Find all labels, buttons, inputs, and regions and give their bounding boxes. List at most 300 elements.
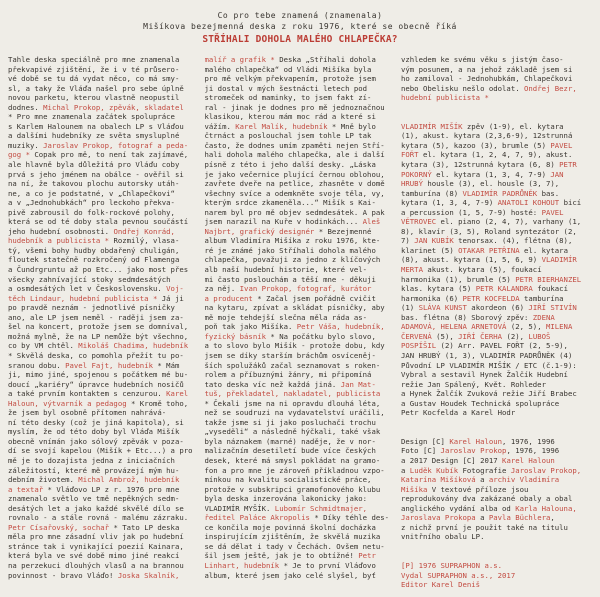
text-segment: ji, mimo jiné, spojenou s počátkem mé bu- <box>8 370 189 380</box>
credit-name: Petr Váša, hudebník, <box>296 322 385 332</box>
text-line <box>205 208 396 218</box>
text-line <box>8 179 199 189</box>
text-line <box>401 456 592 466</box>
credit-name: Luděk Kubík <box>409 465 459 475</box>
text-segment: fon a pro mne je zároveň příkladnou vzpo- <box>204 465 385 475</box>
text-line <box>8 427 199 437</box>
text-segment: (2), <box>502 331 529 341</box>
text-line <box>401 236 592 246</box>
text-line <box>401 408 592 418</box>
text-segment: šel na koncert, protože jsem se domníval, <box>8 322 189 332</box>
text-line <box>401 322 592 332</box>
text-segment: často, že dodnes umím zpaměti nejen Stří- <box>204 140 385 150</box>
text-segment: * Začal jsem pořádně cvičit <box>252 293 376 303</box>
text-segment: Foto [C] <box>401 446 441 456</box>
credit-name: Voj- <box>166 284 184 294</box>
text-segment: byla deska inzerována lakonicky jako: <box>204 494 368 504</box>
text-segment: (2, 5), <box>506 322 546 332</box>
text-segment: Deska „Stříhali dohola <box>274 55 376 64</box>
text-segment: a to slovo bylo Mišík - protože dobu, kdy <box>204 341 385 351</box>
text-segment: na perzekuci dlouhých vlasů a na brannou <box>8 560 184 570</box>
text-line <box>401 523 592 533</box>
credit-name: [P] 1976 SUPRAPHON a.s. <box>401 560 503 570</box>
text-segment: , 1976, 1996 <box>502 436 555 446</box>
text-segment: el. kytara <box>519 245 568 255</box>
text-segment: 7) <box>401 236 415 246</box>
text-line <box>205 122 396 132</box>
credit-name: Linhart, hudebník <box>204 560 280 570</box>
text-line <box>401 313 592 323</box>
text-segment: mě je to dozajista jedna z iniciačních <box>8 455 175 465</box>
text-line <box>8 150 199 160</box>
text-line <box>205 341 396 351</box>
text-segment: stránce tak i vynikající poezií Kainara, <box>8 541 184 551</box>
text-segment: * Vláďovo LP z r. 1976 pro mne <box>43 484 180 494</box>
text-line <box>8 246 199 256</box>
credit-name: SLÁVA KUNST <box>418 303 467 313</box>
text-segment: měla pro mne zásadní vliv jak po hudební <box>8 532 184 542</box>
credit-name: VĚTROVEC <box>401 217 437 227</box>
text-segment: ní této desky (což je jiná kapitola), si <box>8 417 184 427</box>
credit-name: malíř a grafik * <box>204 55 275 64</box>
text-line <box>205 408 396 418</box>
text-segment: a Gustav Houdek Technická spolupráce <box>401 398 560 408</box>
text-segment: Tahle deska speciálně pro mne znamenala <box>8 55 180 64</box>
text-segment: Původní LP VLADIMÍR MIŠÍK / ETC (č.1-9): <box>401 360 577 370</box>
text-line <box>205 485 396 495</box>
text-segment: alb naší hudební historie, které vel- <box>204 265 368 275</box>
text-line <box>8 322 199 332</box>
credit-name: JIŘÍ ČERHA <box>458 331 503 341</box>
text-line <box>401 150 592 160</box>
text-line <box>8 265 199 275</box>
text-line <box>205 456 396 466</box>
text-segment: * Čekali jsme na ni opravdu dlouhá léta, <box>204 398 381 408</box>
text-segment: bas. flétna (8) Sborový zpěv: <box>401 312 533 322</box>
text-line <box>205 504 396 514</box>
text-line <box>205 170 396 180</box>
text-line <box>205 227 396 237</box>
credit-name: Karla Halouna, <box>515 503 577 513</box>
credit-name: Karel Haloun <box>449 436 503 446</box>
text-line <box>8 55 199 65</box>
text-segment: jsem narazil na Kuře v hodinkách... <box>204 217 363 227</box>
credit-name: ředitel Paláce Akropolis <box>204 513 310 523</box>
credit-name: JIŘÍ STIVÍN <box>528 303 577 313</box>
text-segment: že jsem byl osobně přítomen nahrává- <box>8 408 167 418</box>
text-line <box>205 389 396 399</box>
text-line <box>401 84 592 94</box>
text-segment: po pravdě neznám - jednotlivé písničky <box>8 303 175 313</box>
text-segment: narem byl pro mě objev sedmdesátek. A pak <box>204 207 385 217</box>
text-segment: hali dohola malého chlapečka, ale i další <box>204 150 385 160</box>
text-line <box>8 93 199 103</box>
text-line <box>401 246 592 256</box>
text-line <box>401 179 592 189</box>
text-line <box>205 265 396 275</box>
text-line <box>205 542 396 552</box>
text-line <box>205 523 396 533</box>
text-line <box>205 513 396 523</box>
text-segment: čtrnáct a poslouchal jsem tohle LP tak <box>204 131 372 141</box>
text-line <box>205 179 396 189</box>
text-segment: nebo Obelisku nešlo odolat. <box>401 83 525 93</box>
text-segment: bas. <box>537 188 560 198</box>
text-segment: „vyseděli“ a následně hýčkali, také však <box>204 427 381 437</box>
text-segment: a v „Jednohubkách“ pro leckoho překva- <box>8 198 175 208</box>
text-line <box>401 351 592 361</box>
credit-name: VLADIMÍR <box>541 255 577 265</box>
text-segment: harmonika (6) <box>401 293 463 303</box>
text-line <box>401 275 592 285</box>
text-line <box>401 265 592 275</box>
text-line <box>401 170 592 180</box>
text-segment: stromeček od maminky, to jsem fakt zí- <box>204 93 372 103</box>
text-line <box>205 55 396 65</box>
text-segment: kytara (3), 12strunná kytara (6, 8) <box>401 160 560 170</box>
credit-name: Pavel Fajt, hudebník <box>65 360 153 370</box>
text-columns <box>0 55 600 590</box>
text-line <box>8 408 199 418</box>
credit-name: Michal Prokop, zpěvák, skladatel <box>43 102 184 112</box>
page-title: STŘÍHALI DOHOLA MALÉHO CHLAPEČKA? <box>202 34 398 45</box>
text-line <box>8 446 199 456</box>
text-line <box>205 332 396 342</box>
text-segment: a Hynek Žalčík Zvuková režie Jiří Brabec <box>401 389 577 399</box>
text-line <box>401 65 592 75</box>
credit-name: Vydal SUPRAPHON a.s., 2017 <box>401 570 516 580</box>
credit-name: PAVEL <box>550 140 573 150</box>
credit-name: archiv Vladimíra <box>488 475 560 485</box>
text-segment: malého chlapečka“ od Vládi Mišíka byla <box>204 64 372 74</box>
text-line <box>205 294 396 304</box>
credit-name: PETR KALANDRA <box>475 284 533 294</box>
text-segment: foukací <box>532 284 568 294</box>
text-line <box>8 227 199 237</box>
text-line <box>401 418 592 428</box>
credit-name: Mikoláš Chadima, hudebník <box>78 341 189 351</box>
text-segment: byla náznakem (marné) naděje, že v nor- <box>204 436 376 446</box>
text-segment: * Bezejmenné <box>314 226 372 236</box>
text-line <box>401 389 592 399</box>
text-segment: el. piano (2, 4, 7), varhany (1, <box>436 217 582 227</box>
text-segment: možná mylně, že na LP nemůže být všechno, <box>8 331 189 341</box>
credit-name: OTAKAR PETŘINA <box>458 245 520 255</box>
text-line <box>401 217 592 227</box>
text-segment: kytara (1, 3, 4, 7-9) <box>401 198 498 208</box>
credit-name: a producent <box>204 293 253 303</box>
text-line <box>8 313 199 323</box>
text-line <box>401 361 592 371</box>
credit-name: MILENA <box>545 322 573 332</box>
text-segment: 8), klavír (3, 5), Roland syntezátor (2, <box>401 226 577 236</box>
credit-name: Jan Mat- <box>340 379 376 389</box>
text-segment: takže jsme si ji jako posluchači trochu <box>204 417 376 427</box>
text-segment: jsem se díky starším bráchům osvíceněj- <box>204 350 376 360</box>
text-segment: klarinet (5) <box>401 245 459 255</box>
text-segment: album Vladimíra Mišíka z roku 1976, kte- <box>204 236 381 246</box>
text-line <box>401 571 592 581</box>
text-segment: reprodukovány dva zakázané obaly a obal <box>401 494 573 504</box>
text-segment: a <box>401 465 410 475</box>
credit-name: ZDENA <box>532 312 555 322</box>
credit-name: HRUBÝ <box>401 179 423 189</box>
text-segment: Copak pro mě, to není tak zajímavé, <box>29 150 189 160</box>
text-line <box>205 141 396 151</box>
text-line <box>401 446 592 456</box>
credit-name: Editor Karel Deniš <box>401 580 481 590</box>
text-segment: debním životem. <box>8 475 79 485</box>
text-segment: vzhledem ke svému věku s jistým časo- <box>401 55 564 64</box>
text-line <box>205 217 396 227</box>
text-segment: tamburína <box>519 293 564 303</box>
text-line <box>8 198 199 208</box>
credit-name: Lubomír Schmidtmajer, <box>274 503 368 513</box>
credit-name: Ondřej Bezr, <box>524 83 577 93</box>
text-line <box>401 227 592 237</box>
text-line <box>401 380 592 390</box>
text-line <box>401 141 592 151</box>
text-segment: zavřete dveře na petlice, zhasněte v domě <box>204 179 385 189</box>
credit-name: Petr Císařovský, sochař <box>8 522 110 532</box>
text-line <box>401 399 592 409</box>
text-line <box>8 122 199 132</box>
text-line <box>8 466 199 476</box>
text-line <box>8 437 199 447</box>
text-segment: sl, a taky že Vláďa našel pro sebe úplně <box>8 83 184 93</box>
credit-name: PETR <box>559 160 577 170</box>
text-segment: floutek statečně rozkročený od Flamenga <box>8 255 180 265</box>
text-line <box>401 494 592 504</box>
text-segment: zpěv (1-9), el. kytara <box>462 121 564 131</box>
text-segment: V textové příloze jsou <box>427 484 529 494</box>
text-line <box>401 74 592 84</box>
text-line <box>205 313 396 323</box>
text-line <box>401 189 592 199</box>
text-segment: * Mně bylo <box>327 121 376 131</box>
text-segment: (1), akust. kytara (2,3,6-9), 12strunná <box>401 131 573 141</box>
text-line <box>401 437 592 447</box>
text-line <box>401 55 592 65</box>
text-line <box>401 255 592 265</box>
credit-name: Haloun, výtvarník a pedagog <box>8 398 127 408</box>
text-segment: která byla ve své době mimo jiné reakcí <box>8 551 180 561</box>
text-line <box>8 294 199 304</box>
text-segment: všecky zahnívající stoky sedmdesátých <box>8 274 171 284</box>
text-line <box>205 532 396 542</box>
text-line <box>8 74 199 84</box>
credit-name: JAN KUBÍK <box>414 236 454 246</box>
text-segment: Design [C] <box>401 436 450 446</box>
text-segment: a <box>475 475 489 485</box>
credit-name: hudební publicista * <box>401 93 489 103</box>
text-line <box>8 112 199 122</box>
credit-name: ČERVENÁ <box>401 331 432 341</box>
credit-name: Mišíka <box>401 484 428 494</box>
text-line <box>8 84 199 94</box>
text-segment: překvapivé zjištění, že i v té průsero- <box>8 64 180 74</box>
credit-name: fyzický básník <box>204 331 267 341</box>
text-line <box>8 189 199 199</box>
credit-name: ADAMOVÁ, HELENA ARNETOVÁ <box>401 322 507 332</box>
text-line <box>401 294 592 304</box>
text-segment: Rozmilý, vlasa- <box>109 236 180 246</box>
text-line <box>8 131 199 141</box>
header-subtitle-line1: Co pro tebe znamená (znamenala) <box>217 11 383 20</box>
text-line <box>401 341 592 351</box>
text-segment: jeho hudební osobnosti. <box>8 226 114 236</box>
text-segment: anglického vydání alba od <box>401 503 516 513</box>
text-line <box>8 542 199 552</box>
text-segment: na ní, že takovou plochu autorsky utáh- <box>8 179 180 189</box>
text-segment: písně z této i jeho další desky. „Láska <box>204 160 376 170</box>
text-segment: JAN HRUBÝ (1, 3), VLADIMÍR PADRŮNĚK (4) <box>401 350 573 360</box>
credit-name: Petr <box>358 551 376 561</box>
text-line <box>401 198 592 208</box>
text-segment: , 1976, 1996 <box>506 446 560 456</box>
text-segment: klasikou, kterou mám moc rád a které si <box>204 112 376 122</box>
text-line <box>8 236 199 246</box>
text-segment: Petr Kocfelda a Karel Hodr <box>401 408 516 418</box>
text-segment: pro mě velkým překvapením, protože jsem <box>204 74 376 84</box>
text-line <box>401 542 592 552</box>
text-segment: a percussion (1, 5, 7-9) hosté: <box>401 207 542 217</box>
text-segment: ano, ale LP jsem neměl - raději jsem za- <box>8 312 184 322</box>
text-segment: VLADIMÍR MYŠÍK. <box>204 503 275 513</box>
credit-name: gog * <box>8 150 30 160</box>
text-segment: co by VM chtěl. <box>8 341 79 351</box>
text-line <box>205 466 396 476</box>
text-segment: protože v subskripci gramofonového klubu <box>204 484 381 494</box>
credit-name: Katarína Mišíková <box>401 475 476 485</box>
credit-name: Michal Ambrož, hudebník <box>78 475 180 485</box>
text-line <box>8 141 199 151</box>
text-segment: všechny svíce a odemkněte svoje těla, vy, <box>204 188 385 198</box>
credit-name: Karel Haloun <box>502 455 555 465</box>
text-line <box>205 131 396 141</box>
text-line <box>401 284 592 294</box>
text-segment: vnitřního obalu LP. <box>401 532 485 542</box>
text-segment: * Pro mne znamenala začátek spolupráce <box>8 112 175 122</box>
text-segment: harmonika (1), brumle (5) <box>401 274 516 284</box>
text-segment: dí se svojí kapelou (Mišík + Etc...) a pro <box>8 446 193 456</box>
text-segment: el. kytara (1, 3, 4, 7-9) <box>431 169 551 179</box>
text-line <box>205 65 396 75</box>
text-line <box>401 112 592 122</box>
text-line <box>8 351 199 361</box>
text-segment: rovnalo - a stále rovná - malému zázraku. <box>8 513 189 523</box>
text-line <box>205 427 396 437</box>
text-line <box>8 485 199 495</box>
text-segment: záležitostí, které mě provázejí mým hu- <box>8 465 180 475</box>
text-segment: mínkou na kvalitu socialistické práce, <box>204 475 372 485</box>
text-segment: a <box>475 513 489 523</box>
credit-name: Jaroslava Prokopa <box>401 513 476 523</box>
text-segment: z nichž první je použit také na titulu <box>401 522 568 532</box>
text-segment: s Karlem Halounem na obalech LP s Vláďou <box>8 121 184 131</box>
text-segment: obecně vnímán jako sólový zpěvák v poza- <box>8 436 184 446</box>
text-segment: sranou dobu. <box>8 360 66 370</box>
text-line <box>401 208 592 218</box>
text-segment: a osmdesátých let v Československu. <box>8 284 167 294</box>
credit-name: hudebník a publicista * <box>8 236 110 246</box>
text-line <box>401 122 592 132</box>
text-line <box>401 303 592 313</box>
credit-name: POSPÍŠIL <box>401 341 437 351</box>
text-line <box>205 551 396 561</box>
text-segment: kytara (5), kazoo (3), brumle (5) <box>401 140 551 150</box>
text-segment: (8), akust. kytara (1, 5, 6, 9) <box>401 255 542 265</box>
credit-name: těch Lindaur, hudební publicista * <box>8 293 158 303</box>
text-segment: * Skvělá deska, co pomohla přežít tu po- <box>8 350 184 360</box>
text-line <box>205 561 396 571</box>
text-segment: inspirujícím zjištěním, že skvělá muzika <box>204 532 381 542</box>
text-segment: klas. kytara (5) <box>401 284 476 294</box>
text-line <box>8 571 199 581</box>
text-segment: tato deska víc než každá jiná. <box>204 379 341 389</box>
text-segment: šil jsem ještě, jak je to obtížné! <box>204 551 359 561</box>
text-segment: a také prvním kontaktem s cenzurou. <box>8 389 167 399</box>
credit-name: Joska Skalník, <box>117 570 180 580</box>
text-line <box>8 523 199 533</box>
text-line <box>401 551 592 561</box>
column-2 <box>205 55 396 590</box>
text-segment: vým posunem, a na jehož základě jsem si <box>401 64 573 74</box>
text-line <box>205 351 396 361</box>
text-line <box>8 284 199 294</box>
text-segment: která se od té doby stala pevnou součástí <box>8 217 189 227</box>
text-line <box>401 466 592 476</box>
text-segment: chlapečka, považuji za jedno z klíčových <box>204 255 381 265</box>
text-segment: režie Jan Spálený, Květ. Rohleder <box>401 379 546 389</box>
text-line <box>205 74 396 84</box>
credit-name: Karel Malík, hudebník <box>235 121 328 131</box>
page-header <box>0 0 600 46</box>
text-line <box>401 103 592 113</box>
credit-name: JAN <box>550 169 564 179</box>
credit-name: VLADIMÍR PADRŮNĚK <box>462 188 538 198</box>
text-segment: akust. kytara (5), foukací <box>422 265 542 275</box>
text-segment: kterým srdce zkameněla...“ Mišík s Kai- <box>204 198 376 208</box>
credit-name: Jaroslav Prokop, <box>510 465 582 475</box>
text-line <box>401 427 592 437</box>
text-segment: ji dostal v mých šestnácti letech pod <box>204 83 368 93</box>
text-segment: * Kromě toho, <box>126 398 189 408</box>
text-line <box>8 504 199 514</box>
text-line <box>205 418 396 428</box>
text-line <box>8 332 199 342</box>
text-line <box>205 198 396 208</box>
text-segment: * Díky téhle des- <box>309 513 390 523</box>
text-segment: tý, všemi bohy hudby obdařený chuligán, <box>8 245 180 255</box>
text-line <box>401 561 592 571</box>
text-segment: ho zamiloval - Jednohubkám, Chlapečkovi <box>401 74 573 84</box>
credit-name: PETR KOCFELDA <box>462 293 520 303</box>
text-line <box>8 341 199 351</box>
text-segment: poň tak jako Mišíka. <box>204 322 297 332</box>
credit-name: Pavla Büchlera <box>488 513 551 523</box>
text-line <box>205 189 396 199</box>
text-line <box>401 475 592 485</box>
text-segment: a 2017 Design [C] 2017 <box>401 455 503 465</box>
credit-name: VLADIMÍR MIŠÍK <box>401 121 463 131</box>
credit-name: tuš, překladatel, nakladatel, publicista <box>204 389 381 399</box>
text-segment: Fotografie <box>458 465 511 475</box>
text-segment: doucí „kariéry“ úpravce hudebních nosičů <box>8 379 184 389</box>
column-1 <box>8 55 199 590</box>
text-line <box>401 580 592 590</box>
text-segment: ce končila moje povinná školní docházka <box>204 522 376 532</box>
